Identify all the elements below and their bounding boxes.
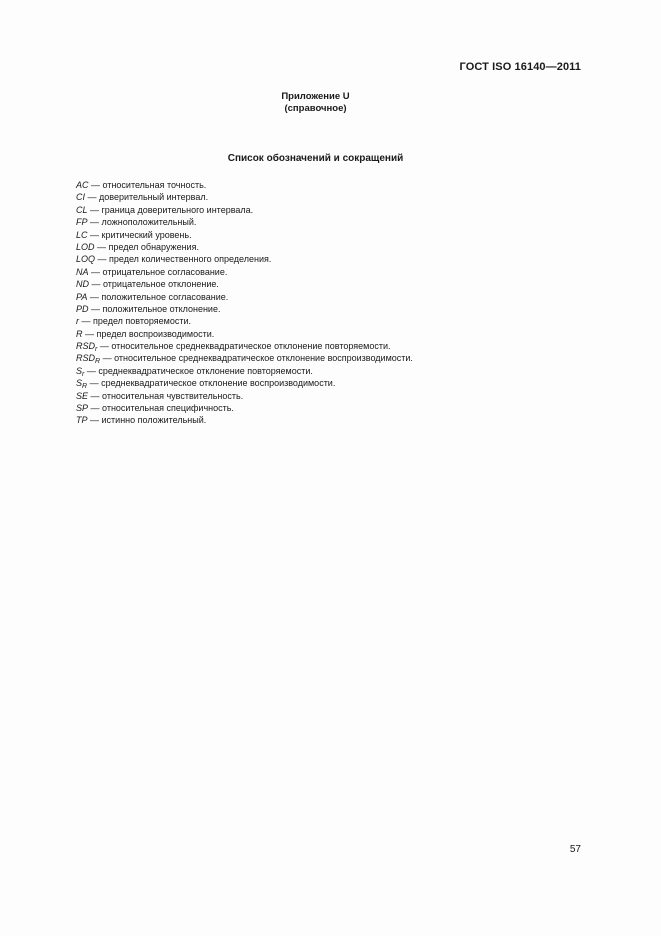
- abbreviation-definition: — предел количественного определения.: [95, 254, 272, 265]
- list-item: [76, 315, 413, 327]
- appendix-subtitle: (справочное): [284, 103, 347, 114]
- list-item: [76, 241, 413, 253]
- abbreviation-definition: — предел повторяемости.: [79, 316, 192, 327]
- abbreviation-term: RSD: [76, 341, 96, 352]
- abbreviation-subscript: r: [95, 346, 98, 354]
- appendix-title: Приложение U: [281, 91, 350, 102]
- abbreviation-definition: — граница доверительного интервала.: [87, 204, 254, 215]
- abbreviation-term: NA: [76, 266, 89, 277]
- abbreviation-term: LOD: [76, 241, 95, 252]
- list-item: [76, 365, 413, 377]
- list-title: Список обозначений и сокращений: [227, 153, 404, 164]
- abbreviation-term: AC: [76, 180, 89, 190]
- list-item: [76, 204, 413, 216]
- list-item: [76, 191, 413, 203]
- list-item: [76, 390, 413, 402]
- abbreviation-definition: — предел воспроизводимости.: [82, 328, 215, 339]
- list-item: [76, 216, 413, 228]
- abbreviation-term: PA: [76, 291, 88, 302]
- abbreviation-definition: — предел обнаружения.: [94, 241, 199, 252]
- list-item: [76, 229, 413, 241]
- list-item: [76, 352, 413, 364]
- abbreviation-subscript: R: [82, 383, 88, 391]
- abbreviation-definition: — относительная чувствительность.: [88, 390, 244, 401]
- abbreviation-subscript: r: [82, 370, 85, 378]
- list-item: [76, 291, 413, 303]
- abbreviation-term: FP: [76, 217, 88, 228]
- abbreviation-term: CI: [76, 192, 85, 203]
- list-item: [76, 278, 413, 290]
- abbreviation-term: SE: [76, 390, 89, 401]
- abbreviation-definition: — относительное среднеквадратическое отклонение повторяемости.: [97, 341, 391, 352]
- list-item: [76, 253, 413, 265]
- abbreviation-definition: — относительное среднеквадратическое отклонение воспроизводимости.: [100, 353, 413, 364]
- abbreviation-definition: — доверительный интервал.: [85, 192, 209, 203]
- list-item: [76, 328, 413, 340]
- list-item: [76, 179, 413, 191]
- document-code: ГОСТ ISO 16140—2011: [459, 61, 581, 73]
- abbreviation-definition: — отрицательное отклонение.: [89, 279, 219, 290]
- abbreviation-definition: — положительное согласование.: [87, 291, 229, 302]
- list-item: [76, 414, 413, 426]
- abbreviation-subscript: R: [95, 358, 101, 366]
- list-item: [76, 377, 413, 389]
- abbreviation-definition: — среднеквадратическое отклонение воспроизводимости.: [87, 378, 336, 389]
- abbreviation-definition: — отрицательное согласование.: [88, 266, 228, 277]
- abbreviation-definition: — ложноположительный.: [87, 217, 197, 228]
- abbreviation-term: CL: [76, 204, 88, 215]
- list-item: [76, 402, 413, 414]
- abbreviation-term: RSD: [76, 353, 96, 364]
- abbreviation-term: r: [76, 316, 79, 327]
- abbreviation-term: ND: [76, 279, 89, 290]
- list-item: [76, 340, 413, 352]
- abbreviation-term: SP: [76, 403, 89, 414]
- abbreviation-definition: — положительное отклонение.: [88, 303, 221, 314]
- abbreviation-term: LC: [76, 229, 88, 240]
- abbreviation-definition: — среднеквадратическое отклонение повторяемости.: [84, 365, 313, 376]
- abbreviation-term: LOQ: [76, 254, 96, 265]
- page-number: 57: [569, 844, 581, 855]
- abbreviation-definition: — относительная точность.: [88, 180, 207, 190]
- abbreviation-term: S: [76, 365, 83, 376]
- abbreviation-term: TP: [76, 415, 88, 426]
- list-item: [76, 266, 413, 278]
- abbreviation-definition: — истинно положительный.: [87, 415, 207, 426]
- abbreviation-definition: — относительная специфичность.: [88, 403, 234, 414]
- abbreviation-term: PD: [76, 303, 89, 314]
- abbreviation-term: S: [76, 378, 83, 389]
- abbreviation-list: [76, 179, 413, 427]
- appendix-heading: [0, 91, 631, 115]
- abbreviation-definition: — критический уровень.: [87, 229, 192, 240]
- list-item: [76, 303, 413, 315]
- abbreviation-term: R: [76, 328, 83, 339]
